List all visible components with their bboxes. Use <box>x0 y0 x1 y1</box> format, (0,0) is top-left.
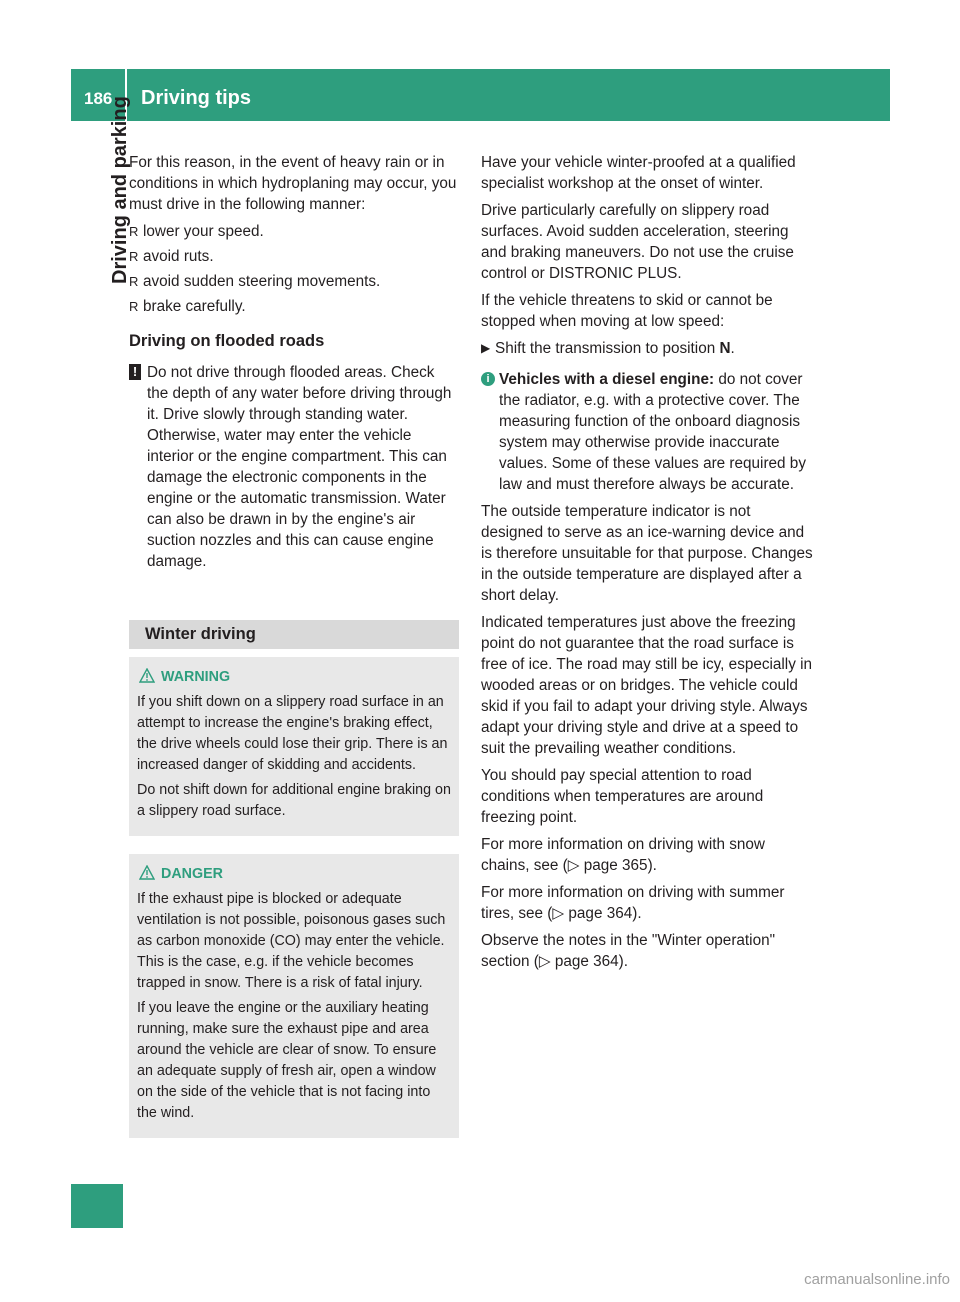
page-link[interactable]: page 365 <box>583 857 648 874</box>
warning-header: WARNING <box>137 667 451 688</box>
slippery-paragraph: Drive particularly carefully on slippery road surfaces. Avoid sudden acceleration, steering and braking maneuvers. Do not use the cruise control or DISTRONIC PLUS. <box>481 202 794 282</box>
warning-triangle-icon <box>139 668 155 683</box>
warning-box <box>129 657 459 836</box>
flood-heading: Driving on flooded roads <box>129 332 325 350</box>
page-header <box>71 69 890 121</box>
side-tab-marker <box>71 1184 123 1228</box>
exclamation-icon: ! <box>129 364 141 380</box>
freezing-paragraph: Indicated temperatures just above the freezing point do not guarantee that the road surface is free of ice. The road may still be icy, especially in wooded areas or on bridges. The vehicle could skid if you fail to adapt your driving style. Always adapt your driving style and drive at a speed to suit the prevailing weather conditions. <box>481 614 813 757</box>
page-title: Driving tips <box>141 87 252 109</box>
bullet-icon: R <box>129 274 139 289</box>
danger-triangle-icon <box>139 865 155 880</box>
right-column <box>481 152 813 978</box>
page-link[interactable]: page 364 <box>568 905 633 922</box>
page-ref-arrow-icon: ▷ <box>538 953 555 970</box>
list-item: R brake carefully. <box>129 298 246 315</box>
page-number: 186 <box>84 89 113 108</box>
summer-tires-paragraph: For more information on driving with summer tires, see (▷ page 364). <box>481 884 785 922</box>
info-note: i Vehicles with a diesel engine: do not cover the radiator, e.g. with a protective cover. The measuring function of the onboard diagnosis system may otherwise provide inaccurate values. Some of these values are required by law and must therefore always be accurate. <box>481 369 813 495</box>
temp-indicator-paragraph: The outside temperature indicator is not designed to serve as an ice-warning device and is therefore unsuitable for that purpose. Changes in the outside temperature are displayed after a short delay. <box>481 503 813 604</box>
danger-box <box>129 854 459 1138</box>
left-column <box>129 152 459 1138</box>
danger-header: DANGER <box>137 864 451 885</box>
bullet-icon: R <box>129 299 139 314</box>
page-link[interactable]: page 364 <box>554 953 619 970</box>
watermark: carmanualsonline.info <box>804 1271 950 1288</box>
bullet-icon: R <box>129 224 139 239</box>
warning-text-1: If you shift down on a slippery road surface in an attempt to increase the engine's braking effect, the drive wheels could lose their grip. There is an increased danger of skidding and accidents. <box>137 694 448 773</box>
skid-paragraph: If the vehicle threatens to skid or cannot be stopped when moving at low speed: <box>481 292 773 330</box>
list-item: R avoid sudden steering movements. <box>129 273 381 290</box>
arrow-icon: ▶ <box>481 341 491 355</box>
list-item: R lower your speed. <box>129 223 264 240</box>
winterproof-paragraph: Have your vehicle winter-proofed at a qualified specialist workshop at the onset of winter. <box>481 154 796 192</box>
bullet-list <box>129 221 459 317</box>
page-ref-arrow-icon: ▷ <box>567 857 584 874</box>
intro-paragraph: For this reason, in the event of heavy rain or in conditions in which hydroplaning may occur, you must drive in the following manner: <box>129 154 457 213</box>
bullet-icon: R <box>129 249 139 264</box>
info-icon: i <box>481 372 495 386</box>
snow-chains-paragraph: For more information on driving with snow chains, see (▷ page 365). <box>481 836 765 874</box>
page-ref-arrow-icon: ▷ <box>552 905 569 922</box>
winter-operation-paragraph: Observe the notes in the "Winter operation" section (▷ page 364). <box>481 932 776 970</box>
flood-note: ! Do not drive through flooded areas. Check the depth of any water before driving through it. Drive slowly through standing water. Otherwise, water may enter the vehicle interior or the engine compartment. This can damage the electronic components in the engine or the automatic transmission. Water can also be drawn in by the engine's air suction nozzles and this can cause engine damage. <box>129 362 459 572</box>
instruction-step: ▶ Shift the transmission to position N. <box>481 340 735 357</box>
list-item: R avoid ruts. <box>129 248 214 265</box>
danger-text-2: If you leave the engine or the auxiliary heating running, make sure the exhaust pipe and area around the vehicle are clear of snow. To ensure an adequate supply of fresh air, open a window on the side of the vehicle that is not facing into the wind. <box>137 1000 437 1121</box>
danger-text-1: If the exhaust pipe is blocked or adequate ventilation is not possible, poisonous gases such as carbon monoxide (CO) may enter the vehicle. This is the case, e.g. if the vehicle becomes trapped in snow. There is a risk of fatal injury. <box>137 891 446 991</box>
warning-text-2: Do not shift down for additional engine braking on a slippery road surface. <box>137 782 451 819</box>
winter-heading: Winter driving <box>129 620 459 649</box>
side-section-label: Driving and parking <box>109 96 131 284</box>
road-conditions-paragraph: You should pay special attention to road conditions when temperatures are around freezing point. <box>481 767 764 826</box>
